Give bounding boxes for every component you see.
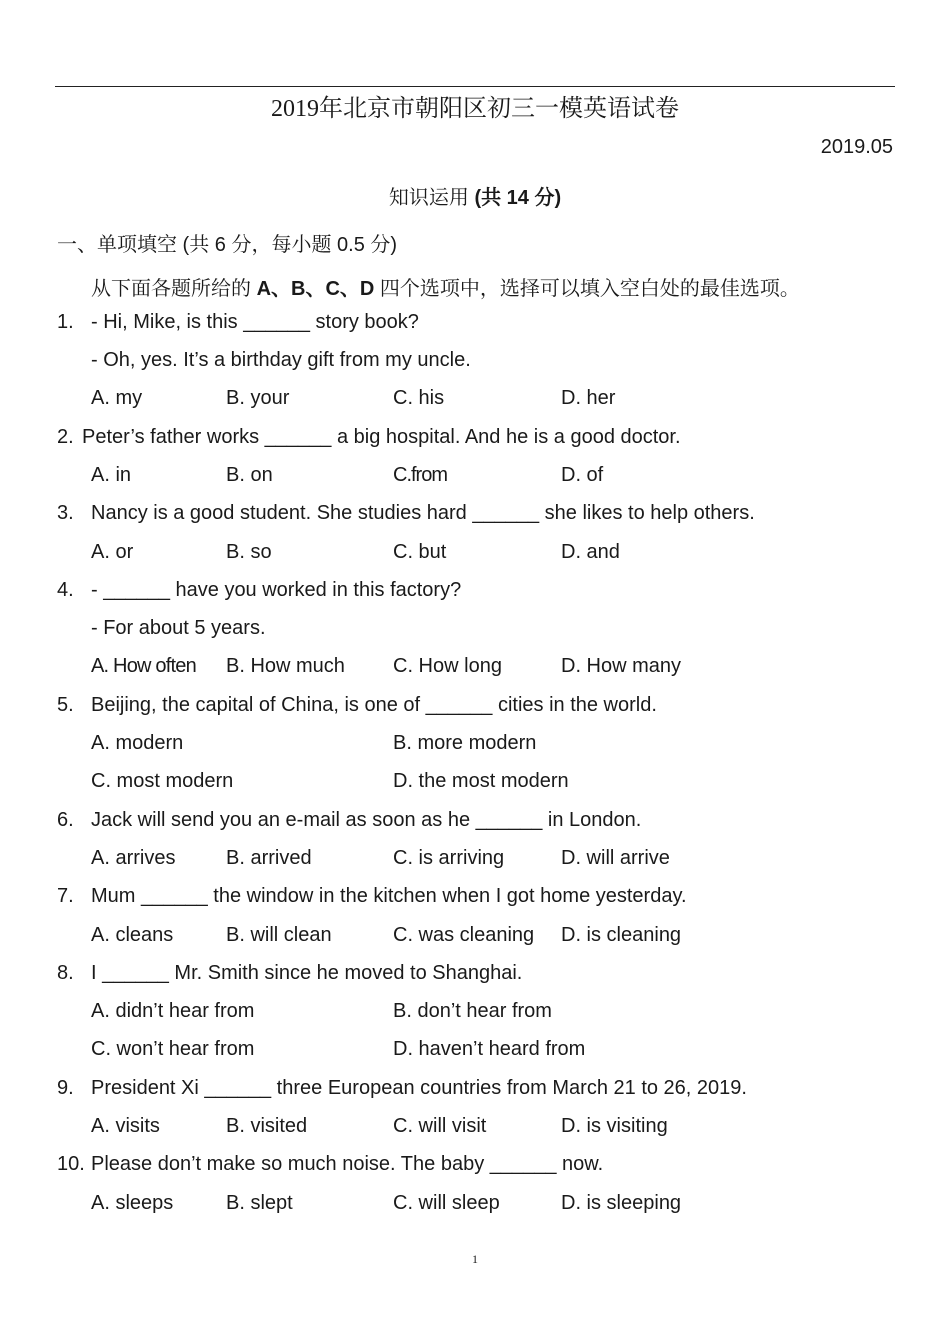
question-number: 3.: [57, 502, 74, 524]
option-b[interactable]: B. your: [226, 387, 290, 409]
question-stem: Nancy is a good student. She studies hard ______ she likes to help others.: [91, 502, 755, 524]
option-b[interactable]: B. How much: [226, 655, 345, 677]
option-d[interactable]: D. haven’t heard from: [393, 1038, 586, 1060]
section-instructions: [91, 272, 800, 301]
question-number: 9.: [57, 1077, 74, 1099]
option-a[interactable]: A. didn’t hear from: [91, 1000, 255, 1022]
question-stem: I ______ Mr. Smith since he moved to Shanghai.: [91, 962, 523, 984]
option-b[interactable]: B. more modern: [393, 732, 537, 754]
option-d[interactable]: D. is cleaning: [561, 924, 682, 946]
option-d[interactable]: D. is sleeping: [561, 1192, 682, 1214]
question-number: 7.: [57, 885, 74, 907]
question-number: 8.: [57, 962, 74, 984]
question-number: 5.: [57, 694, 74, 716]
option-a[interactable]: A. How often: [91, 655, 196, 677]
question-number: 4.: [57, 579, 74, 601]
question-stem-line2: - For about 5 years.: [91, 617, 266, 639]
option-a[interactable]: A. cleans: [91, 924, 174, 946]
question-stem-line2: - Oh, yes. It’s a birthday gift from my uncle.: [91, 349, 471, 371]
option-d[interactable]: D. How many: [561, 655, 682, 677]
option-d[interactable]: D. the most modern: [393, 770, 569, 792]
subtitle-score: (共 14 分): [474, 187, 562, 209]
option-b[interactable]: B. don’t hear from: [393, 1000, 552, 1022]
question-number: 6.: [57, 809, 74, 831]
option-c[interactable]: C. is arriving: [393, 847, 505, 869]
option-a[interactable]: A. modern: [91, 732, 184, 754]
option-b[interactable]: B. on: [226, 464, 273, 486]
option-a[interactable]: A. in: [91, 464, 132, 486]
subtitle-label: 知识运用: [388, 187, 469, 209]
question-stem: - Hi, Mike, is this ______ story book?: [91, 311, 419, 333]
option-c[interactable]: C. but: [393, 541, 447, 563]
option-d[interactable]: D. of: [561, 464, 604, 486]
top-rule: [55, 86, 895, 87]
option-d[interactable]: D. is visiting: [561, 1115, 668, 1137]
option-a[interactable]: A. visits: [91, 1115, 160, 1137]
option-c[interactable]: C. How long: [393, 655, 502, 677]
option-c[interactable]: C. will sleep: [393, 1192, 500, 1214]
page-number: 1: [472, 1252, 478, 1266]
option-a[interactable]: A. sleeps: [91, 1192, 174, 1214]
page-title: 2019年北京市朝阳区初三一模英语试卷: [271, 96, 679, 122]
instructions-prefix: 从下面各题所给的: [91, 278, 251, 300]
option-d[interactable]: D. her: [561, 387, 616, 409]
question-stem: Please don’t make so much noise. The baby ______ now.: [91, 1153, 604, 1175]
option-c[interactable]: C. his: [393, 387, 445, 409]
option-c[interactable]: C. most modern: [91, 770, 234, 792]
option-a[interactable]: A. arrives: [91, 847, 176, 869]
exam-date: 2019.05: [820, 136, 893, 158]
question-stem: Jack will send you an e-mail as soon as he ______ in London.: [91, 809, 642, 831]
instructions-suffix: 四个选项中，选择可以填入空白处的最佳选项。: [379, 278, 800, 300]
option-c[interactable]: C. will visit: [393, 1115, 487, 1137]
option-b[interactable]: B. slept: [226, 1192, 293, 1214]
instructions-letters: A、B、C、D: [256, 278, 375, 300]
option-c[interactable]: C. was cleaning: [393, 924, 535, 946]
question-stem: Peter’s father works ______ a big hospital. And he is a good doctor.: [82, 426, 681, 448]
question-stem: - ______ have you worked in this factory?: [91, 579, 462, 601]
part-subtitle: [0, 181, 950, 210]
question-stem: Mum ______ the window in the kitchen when I got home yesterday.: [91, 885, 687, 907]
question-number: 1.: [57, 311, 74, 333]
section-heading: 一、单项填空 (共 6 分，每小题 0.5 分): [57, 234, 398, 256]
option-b[interactable]: B. visited: [226, 1115, 308, 1137]
option-b[interactable]: B. so: [226, 541, 272, 563]
option-b[interactable]: B. arrived: [226, 847, 312, 869]
option-d[interactable]: D. and: [561, 541, 620, 563]
question-number: 2.: [57, 426, 74, 448]
question-number: 10.: [57, 1153, 85, 1175]
option-a[interactable]: A. my: [91, 387, 143, 409]
question-stem: Beijing, the capital of China, is one of ______ cities in the world.: [91, 694, 657, 716]
option-c[interactable]: C. won’t hear from: [91, 1038, 255, 1060]
option-a[interactable]: A. or: [91, 541, 134, 563]
option-d[interactable]: D. will arrive: [561, 847, 670, 869]
option-c[interactable]: C.from: [393, 464, 447, 486]
option-b[interactable]: B. will clean: [226, 924, 332, 946]
question-stem: President Xi ______ three European countries from March 21 to 26, 2019.: [91, 1077, 747, 1099]
